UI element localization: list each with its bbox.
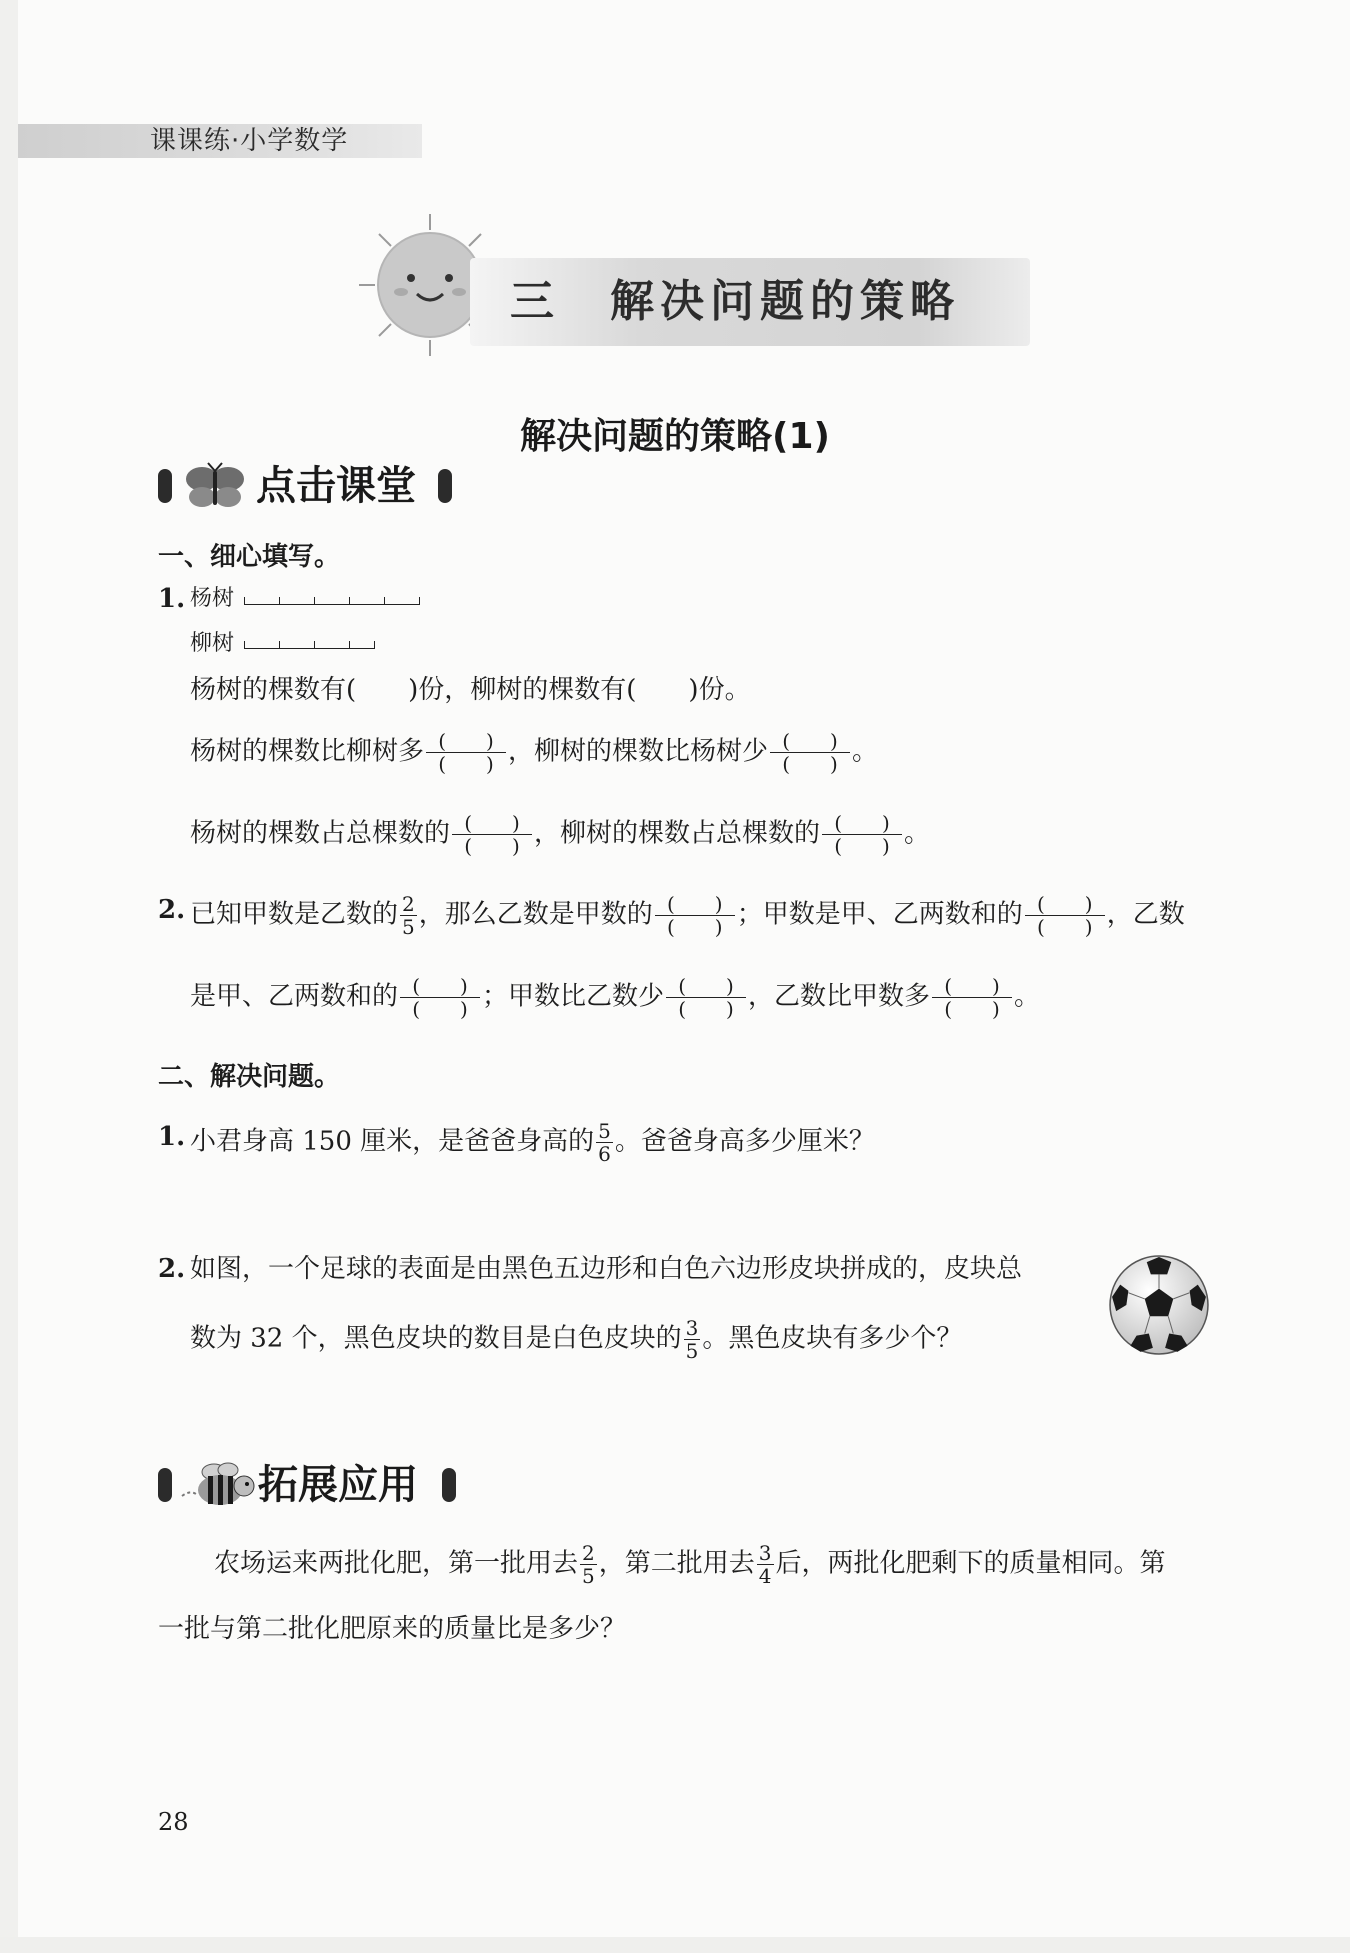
badge-left-bracket (158, 469, 172, 503)
answer-blank[interactable]: $\frac{( )}{( )}$ (400, 975, 480, 1020)
answer-blank[interactable]: $\frac{( )}{( )}$ (822, 812, 902, 857)
poplar-label: 杨树 (190, 586, 235, 611)
q1-number: 1. (158, 584, 186, 614)
p2-q2-line2: 数为 32 个，黑色皮块的数目是白色皮块的 $\frac{3}{5}$ 。黑色皮块有多少个？ (190, 1316, 963, 1363)
fraction-3-4: $\frac{3}{4}$ (758, 1541, 772, 1588)
page-number: 28 (158, 1808, 189, 1836)
q2-line1: 已知甲数是乙数的 $\frac{2}{5}$ ，那么乙数是甲数的 $\frac{( )}{( )}$ ；甲数是甲、乙两数和的 $\frac{( )}{( )}$ ，乙数 (190, 892, 1185, 939)
badge-label: 点击课堂 (256, 463, 416, 509)
answer-blank[interactable]: $\frac{( )}{( )}$ (655, 893, 735, 938)
butterfly-icon (180, 461, 250, 511)
p2-q2-number: 2. (158, 1254, 186, 1284)
scan-edge-bottom (0, 1937, 1350, 1953)
willow-label: 柳树 (190, 631, 235, 656)
answer-blank[interactable]: $\frac{( )}{( )}$ (770, 730, 850, 775)
poplar-segment (244, 604, 420, 605)
fraction-2-5: $\frac{2}{5}$ (402, 892, 415, 939)
q2-line2: 是甲、乙两数和的 $\frac{( )}{( )}$ ；甲数比乙数少 $\frac{( )}{( )}$ ，乙数比甲数多 $\frac{( )}{( )}$ 。 (190, 974, 1041, 1021)
badge-right-bracket (442, 1468, 456, 1502)
answer-blank[interactable]: $\frac{( )}{( )}$ (1025, 893, 1105, 938)
q1-line2: 杨树的棵数比柳树多 $\frac{( )}{( )}$ ，柳树的棵数比杨树少 $\frac{( )}{( )}$ 。 (190, 729, 879, 776)
fraction-5-6: $\frac{5}{6}$ (598, 1119, 611, 1166)
answer-blank[interactable]: $\frac{( )}{( )}$ (452, 812, 532, 857)
book-header: 课课练·小学数学 (150, 126, 349, 156)
chapter-title: 三 解决问题的策略 (510, 276, 960, 327)
answer-blank[interactable]: $\frac{( )}{( )}$ (666, 975, 746, 1020)
fraction-3-5: $\frac{3}{5}$ (685, 1316, 699, 1363)
badge-left-bracket (158, 1468, 172, 1502)
scan-edge-left (0, 0, 18, 1953)
p2-q2-line1: 如图，一个足球的表面是由黑色五边形和白色六边形皮块拼成的，皮块总 (190, 1254, 1023, 1284)
part1-heading: 一、细心填写。 (158, 542, 341, 572)
ext-problem-line2: 一批与第二批化肥原来的质量比是多少？ (158, 1614, 627, 1644)
p2-q1-text: 小君身高 150 厘米，是爸爸身高的 $\frac{5}{6}$ 。爸爸身高多少厘米？ (190, 1119, 875, 1166)
bee-icon (178, 1460, 258, 1510)
q1-line1: 杨树的棵数有( )份，柳树的棵数有( )份。 (190, 675, 751, 705)
answer-blank[interactable]: $\frac{( )}{( )}$ (426, 730, 506, 775)
fraction-2-5: $\frac{2}{5}$ (582, 1541, 595, 1588)
q1-line3: 杨树的棵数占总棵数的 $\frac{( )}{( )}$ ，柳树的棵数占总棵数的 $\frac{( )}{( )}$ 。 (190, 811, 931, 858)
section-badge-classroom (158, 461, 458, 511)
badge-right-bracket (438, 469, 452, 503)
answer-blank[interactable]: $\frac{( )}{( )}$ (932, 975, 1012, 1020)
ext-problem-line1: 农场运来两批化肥，第一批用去 $\frac{2}{5}$ ，第二批用去 $\frac{3}{4}$ 后，两批化肥剩下的质量相同。第 (214, 1541, 1166, 1588)
section-badge-extension (158, 1460, 458, 1510)
badge-label: 拓展应用 (258, 1462, 418, 1508)
p2-q1-number: 1. (158, 1122, 186, 1152)
willow-segment (244, 648, 374, 649)
part2-heading: 二、解决问题。 (158, 1062, 341, 1092)
q2-number: 2. (158, 895, 186, 925)
lesson-title: 解决问题的策略(1) (520, 416, 830, 457)
soccer-ball-icon (1108, 1254, 1210, 1356)
